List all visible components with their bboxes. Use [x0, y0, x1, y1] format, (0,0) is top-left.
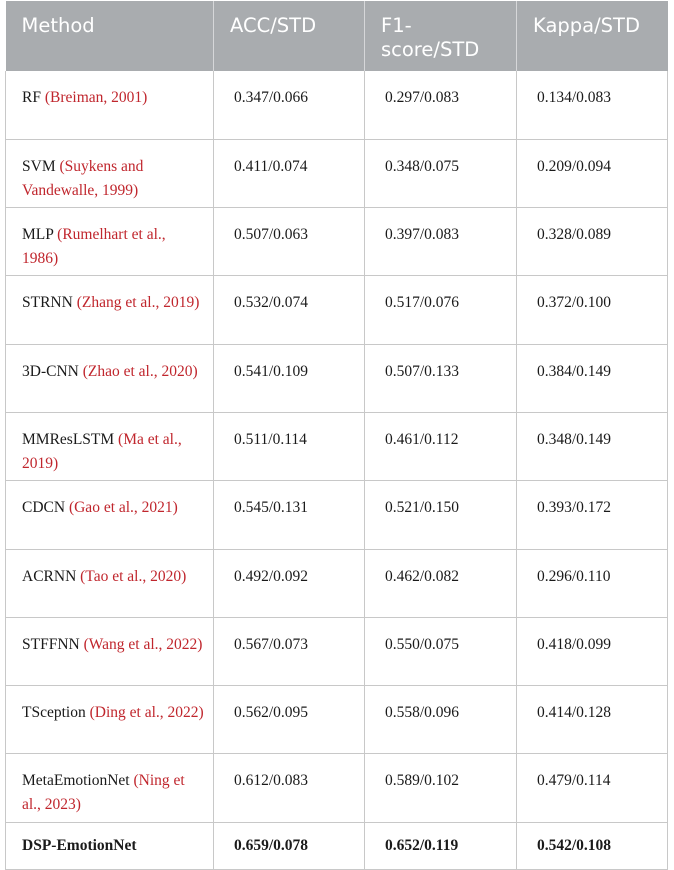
- table-row: [6, 686, 668, 754]
- citation-link[interactable]: (Breiman, 2001): [44, 89, 148, 106]
- acc-cell: 0.532/0.074: [214, 276, 365, 344]
- citation-link[interactable]: (Tao et al., 2020): [80, 567, 187, 585]
- method-cell: [6, 71, 214, 139]
- kappa-cell: 0.296/0.110: [517, 549, 668, 617]
- method-name: DSP-EmotionNet: [22, 836, 137, 854]
- method-name: CDCN: [22, 499, 66, 517]
- kappa-cell: 0.479/0.114: [517, 754, 668, 822]
- results-table-container: [5, 1, 667, 854]
- method-cell: [6, 822, 214, 869]
- table-row: [6, 344, 668, 412]
- method-cell: [6, 549, 214, 617]
- kappa-cell: 0.542/0.108: [517, 822, 668, 869]
- kappa-cell: 0.393/0.172: [517, 481, 668, 549]
- header-kappa: Kappa/STD: [517, 1, 668, 71]
- method-cell: [6, 481, 214, 549]
- acc-cell: 0.511/0.114: [214, 412, 365, 480]
- header-f1-line2: score/STD: [381, 38, 480, 61]
- kappa-cell: 0.384/0.149: [517, 344, 668, 412]
- f1-cell: 0.517/0.076: [365, 276, 517, 344]
- method-name: STFFNN: [22, 635, 80, 653]
- table-row: [6, 481, 668, 549]
- f1-cell: 0.550/0.075: [365, 617, 517, 685]
- citation-link[interactable]: (Ma et al., 2019): [22, 430, 182, 472]
- f1-cell: 0.558/0.096: [365, 686, 517, 754]
- acc-cell: 0.562/0.095: [214, 686, 365, 754]
- table-row: [6, 139, 668, 207]
- method-name: 3D-CNN: [22, 362, 79, 380]
- kappa-cell: 0.372/0.100: [517, 276, 668, 344]
- f1-cell: 0.521/0.150: [365, 481, 517, 549]
- kappa-cell: 0.418/0.099: [517, 617, 668, 685]
- method-name: ACRNN: [22, 567, 77, 585]
- method-cell: [6, 139, 214, 207]
- method-name: MMResLSTM: [22, 430, 115, 448]
- table-row: [6, 412, 668, 480]
- method-name: TSception: [22, 704, 86, 722]
- method-cell: [6, 344, 214, 412]
- method-cell: [6, 208, 214, 276]
- acc-cell: 0.492/0.092: [214, 549, 365, 617]
- citation-link[interactable]: (Suykens and Vandewalle, 1999): [22, 157, 144, 199]
- header-acc: ACC/STD: [214, 1, 365, 71]
- citation-link[interactable]: (Zhao et al., 2020): [82, 362, 198, 380]
- method-cell: [6, 617, 214, 685]
- method-cell: [6, 412, 214, 480]
- method-name: MLP: [22, 226, 54, 244]
- citation-link[interactable]: (Ning et al., 2023): [22, 772, 185, 814]
- kappa-cell: 0.209/0.094: [517, 139, 668, 207]
- table-body: [6, 71, 668, 869]
- acc-cell: 0.507/0.063: [214, 208, 365, 276]
- table-header: [6, 1, 668, 71]
- f1-cell: 0.462/0.082: [365, 549, 517, 617]
- results-table: [5, 1, 668, 870]
- f1-cell: 0.461/0.112: [365, 412, 517, 480]
- citation-link[interactable]: (Zhang et al., 2019): [76, 294, 200, 312]
- method-name: SVM: [22, 157, 56, 175]
- table-row: [6, 549, 668, 617]
- table-row: [6, 617, 668, 685]
- acc-cell: 0.567/0.073: [214, 617, 365, 685]
- citation-link[interactable]: (Gao et al., 2021): [68, 499, 178, 517]
- method-cell: [6, 754, 214, 822]
- method-name: MetaEmotionNet: [22, 772, 130, 790]
- acc-cell: 0.347/0.066: [214, 71, 365, 139]
- citation-link[interactable]: (Ding et al., 2022): [89, 704, 204, 722]
- header-row: [6, 1, 668, 71]
- kappa-cell: 0.348/0.149: [517, 412, 668, 480]
- table-row: [6, 71, 668, 139]
- citation-link[interactable]: (Rumelhart et al., 1986): [22, 226, 166, 268]
- header-f1: [365, 1, 517, 71]
- f1-cell: 0.507/0.133: [365, 344, 517, 412]
- table-row: [6, 822, 668, 869]
- header-f1-line1: F1-: [381, 14, 412, 37]
- f1-cell: 0.589/0.102: [365, 754, 517, 822]
- method-cell: [6, 686, 214, 754]
- header-method: Method: [6, 1, 214, 71]
- f1-cell: 0.652/0.119: [365, 822, 517, 869]
- f1-cell: 0.397/0.083: [365, 208, 517, 276]
- f1-cell: 0.297/0.083: [365, 71, 517, 139]
- method-cell: [6, 276, 214, 344]
- acc-cell: 0.612/0.083: [214, 754, 365, 822]
- acc-cell: 0.659/0.078: [214, 822, 365, 869]
- method-name: STRNN: [22, 294, 73, 312]
- kappa-cell: 0.414/0.128: [517, 686, 668, 754]
- table-row: [6, 208, 668, 276]
- citation-link[interactable]: (Wang et al., 2022): [83, 635, 203, 653]
- acc-cell: 0.411/0.074: [214, 139, 365, 207]
- method-name: RF: [22, 89, 41, 106]
- f1-cell: 0.348/0.075: [365, 139, 517, 207]
- kappa-cell: 0.328/0.089: [517, 208, 668, 276]
- acc-cell: 0.545/0.131: [214, 481, 365, 549]
- table-row: [6, 276, 668, 344]
- table-row: [6, 754, 668, 822]
- kappa-cell: 0.134/0.083: [517, 71, 668, 139]
- acc-cell: 0.541/0.109: [214, 344, 365, 412]
